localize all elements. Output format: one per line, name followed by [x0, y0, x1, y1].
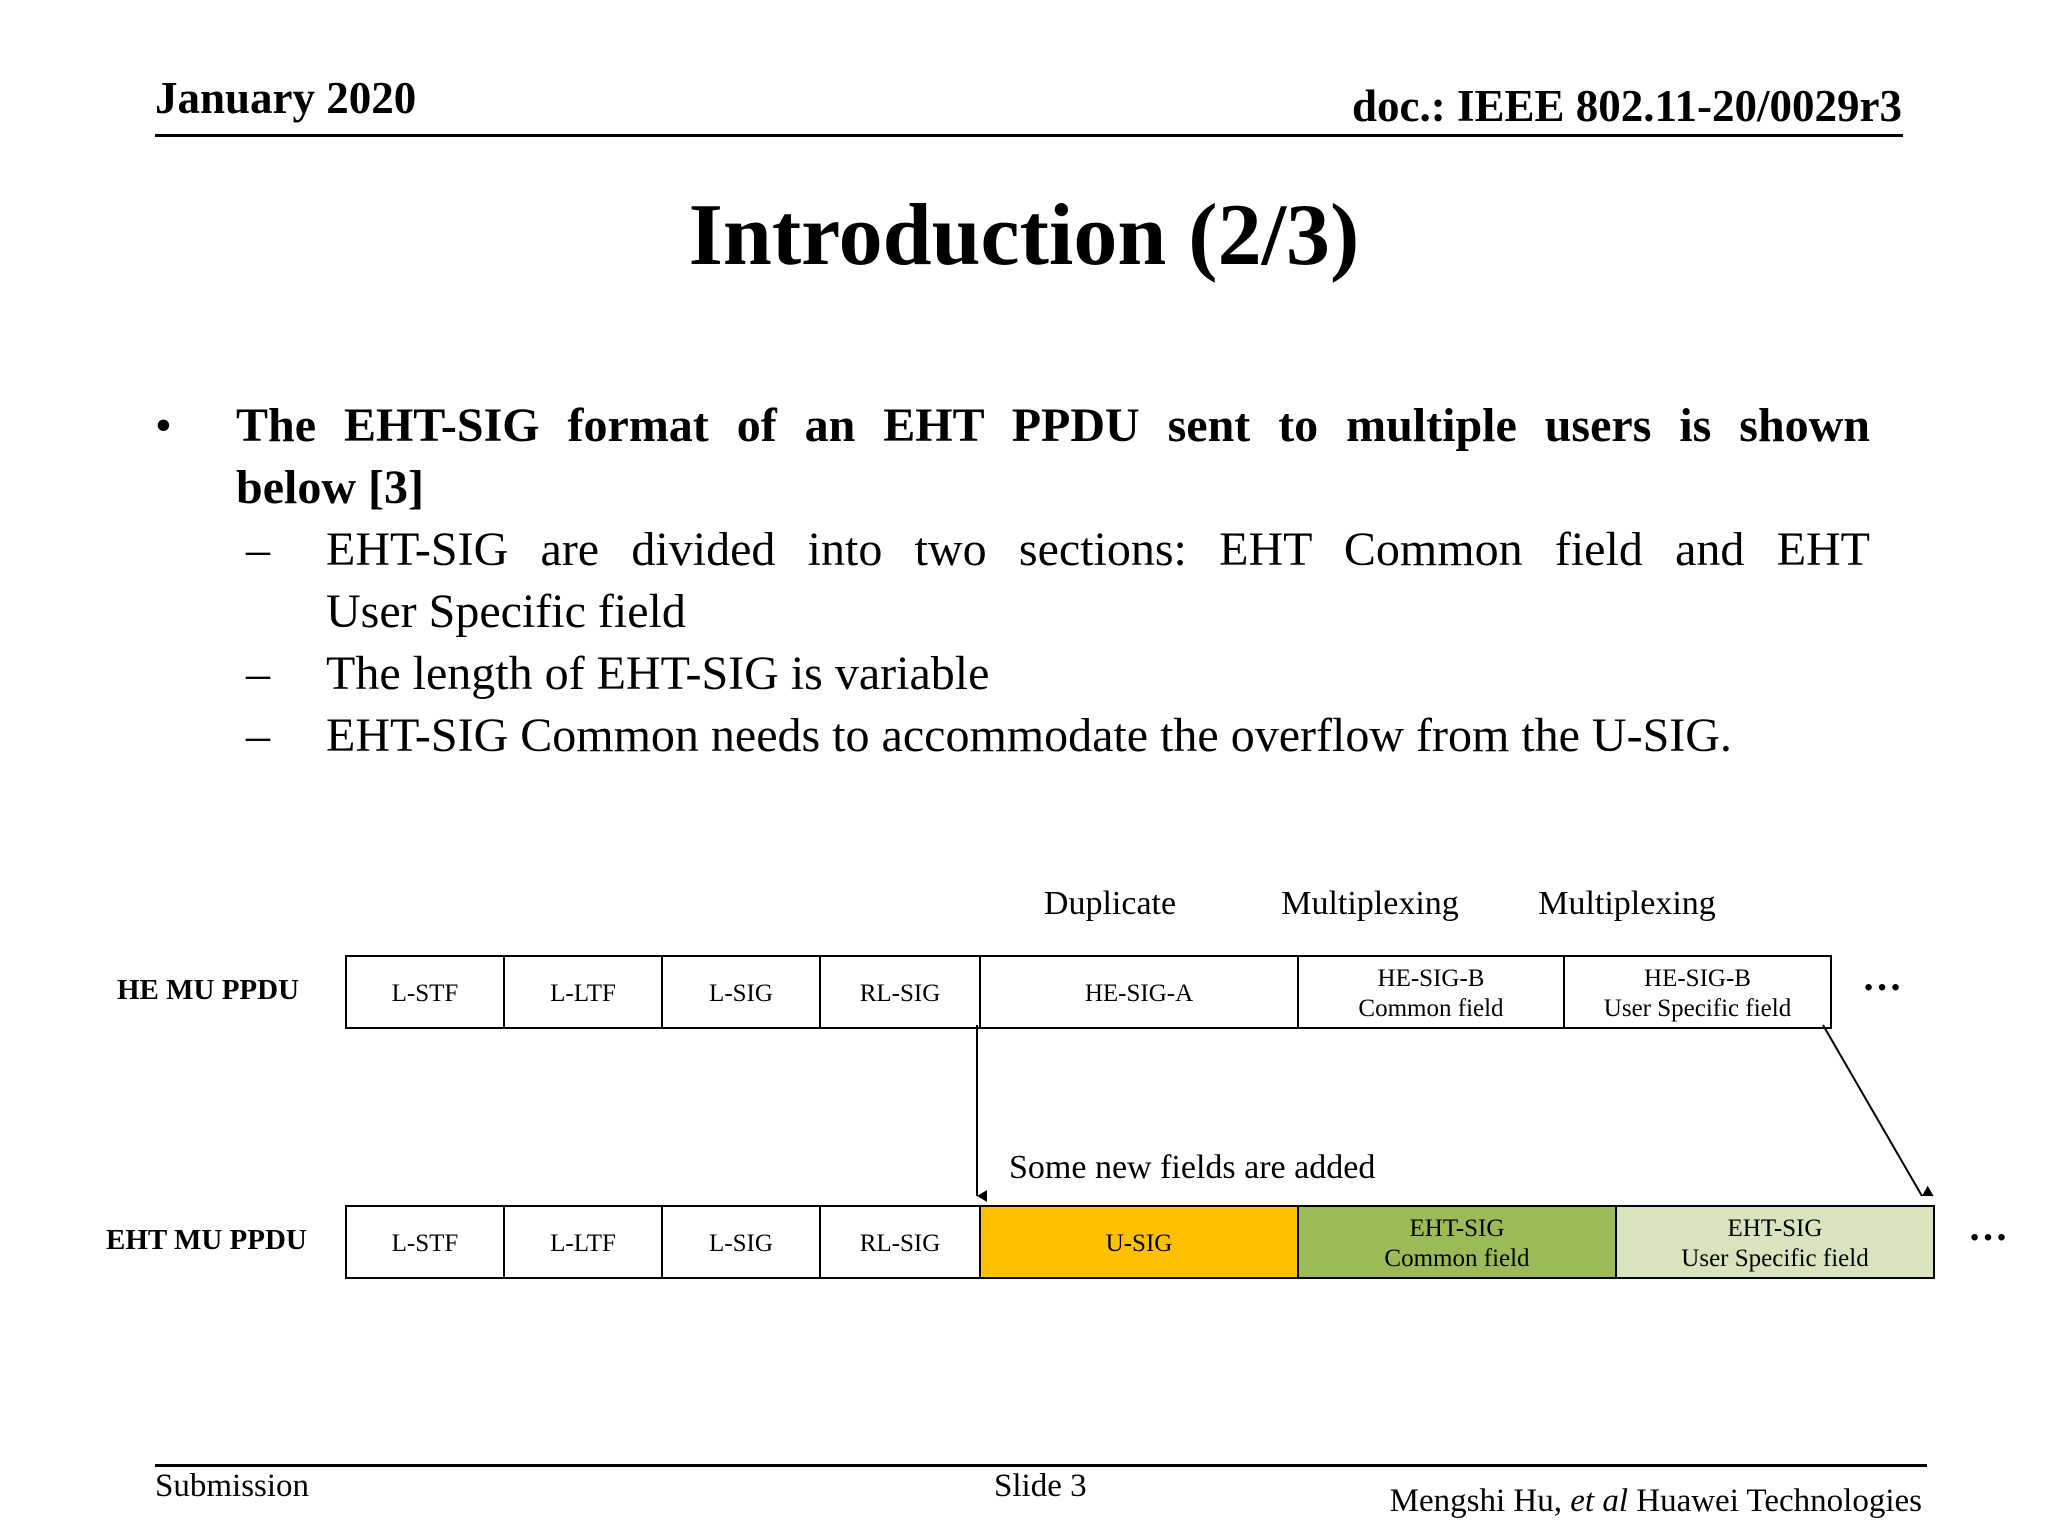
bullet-text-line2: below [3]	[236, 461, 424, 514]
he-mu-ppdu-field-label: HE-SIG-B	[1644, 965, 1751, 992]
eht-mu-ppdu-fields	[346, 1206, 1934, 1278]
footer-submission: Submission	[155, 1468, 310, 1504]
sub-bullet-3: EHT-SIG Common needs to accommodate the overflow from the U-SIG.	[326, 709, 1732, 762]
he-row-ellipsis: …	[1862, 954, 1902, 999]
footer-slide-number: Slide 3	[994, 1468, 1087, 1504]
eht-mu-ppdu-field-label: User Specific field	[1681, 1245, 1869, 1272]
he-mu-ppdu-field-label: L-SIG	[709, 980, 773, 1007]
he-mu-ppdu-field-label: L-STF	[391, 980, 459, 1007]
header-date: January 2020	[155, 73, 417, 123]
eht-mu-ppdu-label: EHT MU PPDU	[106, 1224, 307, 1256]
sub-bullet-2: The length of EHT-SIG is variable	[326, 647, 990, 700]
label-duplicate: Duplicate	[1043, 885, 1177, 922]
eht-mu-ppdu-field-label: EHT-SIG	[1409, 1215, 1505, 1242]
he-mu-ppdu-field-label: HE-SIG-B	[1377, 965, 1485, 992]
sub-bullet-marker: –	[246, 523, 270, 576]
he-mu-ppdu-field-label: Common field	[1358, 995, 1504, 1022]
footer-author	[1390, 1483, 1922, 1520]
he-mu-ppdu-field-label: L-LTF	[550, 980, 616, 1007]
footer-author-name: Mengshi Hu,	[1389, 1483, 1571, 1519]
eht-mu-ppdu-field-label: EHT-SIG	[1727, 1215, 1823, 1242]
label-multiplexing-common: Multiplexing	[1281, 885, 1459, 922]
slide-title: Introduction (2/3)	[688, 187, 1360, 284]
he-mu-ppdu-label: HE MU PPDU	[117, 974, 300, 1006]
footer-author-etal: et al	[1570, 1483, 1628, 1519]
sub-bullet-1-line1: EHT-SIG are divided into two sections: EHT Common field and EHT	[326, 523, 1870, 576]
bullet-marker: •	[155, 399, 172, 452]
user-field-extension-arrow	[1823, 1025, 1922, 1196]
he-mu-ppdu-fields	[346, 956, 1831, 1028]
eht-mu-ppdu-field-label: L-SIG	[709, 1230, 773, 1257]
bullet-text-line1: The EHT-SIG format of an EHT PPDU sent to multiple users is shown	[236, 399, 1870, 452]
he-mu-ppdu-field-label: HE-SIG-A	[1084, 980, 1194, 1007]
footer-rule	[155, 1464, 1927, 1467]
he-mu-ppdu-field-label: RL-SIG	[859, 980, 941, 1007]
new-fields-note: Some new fields are added	[1009, 1149, 1376, 1186]
eht-mu-ppdu-field-label: Common field	[1384, 1245, 1530, 1272]
eht-mu-ppdu-field-label: U-SIG	[1105, 1230, 1173, 1257]
eht-mu-ppdu-field-label: RL-SIG	[859, 1230, 941, 1257]
header-doc-id: doc.: IEEE 802.11-20/0029r3	[1351, 81, 1902, 131]
sub-bullet-1-line2: User Specific field	[326, 585, 686, 638]
sub-bullet-marker: –	[246, 709, 270, 762]
sub-bullet-marker: –	[246, 647, 270, 700]
eht-mu-ppdu-field-label: L-STF	[391, 1230, 459, 1257]
eht-mu-ppdu-field-label: L-LTF	[550, 1230, 616, 1257]
label-multiplexing-user: Multiplexing	[1538, 885, 1716, 922]
eht-row-ellipsis: …	[1968, 1204, 2008, 1249]
footer-author-org: Huawei Technologies	[1627, 1483, 1922, 1519]
he-mu-ppdu-field-label: User Specific field	[1603, 995, 1792, 1022]
